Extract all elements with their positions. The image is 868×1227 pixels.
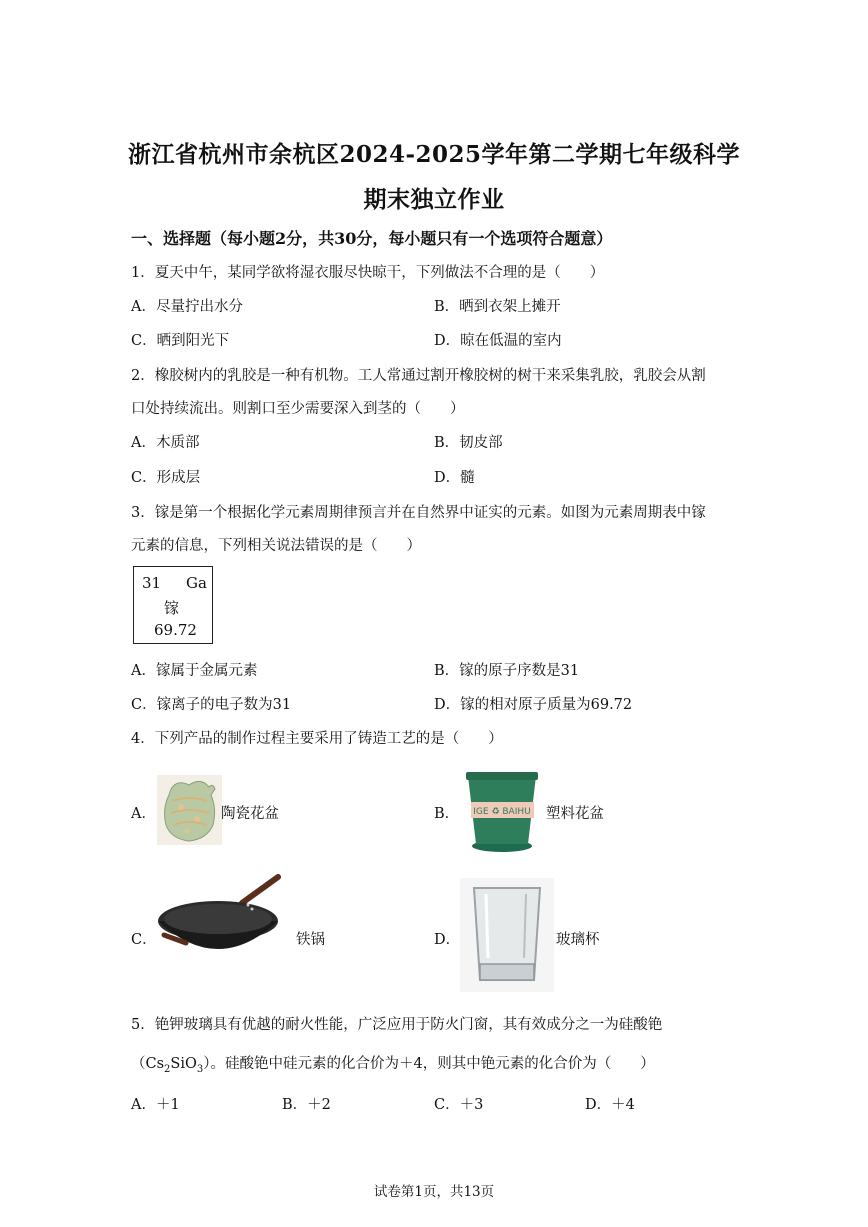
question-5-stem-line1: 5．铯钾玻璃具有优越的耐火性能，广泛应用于防火门窗，其有效成分之一为硅酸铯 bbox=[131, 1017, 663, 1033]
question-2-option-a: A．木质部 bbox=[131, 435, 200, 451]
question-3-option-c: C．镓离子的电子数为31 bbox=[131, 697, 292, 713]
question-2-option-d: D．髓 bbox=[434, 470, 475, 486]
gallium-element-card bbox=[133, 566, 213, 644]
question-1-option-a: A．尽量拧出水分 bbox=[131, 299, 243, 315]
formula-subscript-1: 2 bbox=[164, 1063, 171, 1075]
question-2-option-b: B．韧皮部 bbox=[434, 435, 503, 451]
section-heading: 一、选择题（每小题2分，共30分，每小题只有一个选项符合题意） bbox=[131, 229, 613, 248]
pot-brand-text: IGE ♻ BAIHU bbox=[473, 807, 531, 817]
formula-subscript-2: 3 bbox=[196, 1063, 204, 1075]
glass-cup-image bbox=[460, 878, 554, 992]
question-3-option-b: B．镓的原子序数是31 bbox=[434, 663, 580, 679]
formula-mid: SiO bbox=[170, 1056, 197, 1072]
page-footer: 试卷第1页，共13页 bbox=[373, 1184, 495, 1200]
question-5-option-a: A．＋1 bbox=[131, 1097, 180, 1113]
question-4-stem: 4．下列产品的制作过程主要采用了铸造工艺的是（ ） bbox=[131, 731, 503, 747]
exam-title: 浙江省杭州市余杭区2024-2025学年第二学期七年级科学 bbox=[127, 141, 741, 168]
iron-wok-image bbox=[150, 873, 286, 963]
element-name: 镓 bbox=[164, 599, 180, 617]
question-5-option-b: B．＋2 bbox=[282, 1097, 331, 1113]
exam-subtitle: 期末独立作业 bbox=[363, 186, 505, 213]
question-1-option-d: D．晾在低温的室内 bbox=[434, 333, 562, 349]
question-1-option-c: C．晒到阳光下 bbox=[131, 333, 230, 349]
question-2-option-c: C．形成层 bbox=[131, 470, 201, 486]
question-3-stem-line1: 3．镓是第一个根据化学元素周期律预言并在自然界中证实的元素。如图为元素周期表中镓 bbox=[131, 505, 706, 521]
question-4-option-a-label: 陶瓷花盆 bbox=[221, 806, 279, 822]
question-5-stem-line2 bbox=[131, 1052, 655, 1075]
question-4-option-c-label: 铁锅 bbox=[296, 932, 325, 948]
question-5-option-c: C．＋3 bbox=[434, 1097, 484, 1113]
question-4-option-b-letter: B． bbox=[434, 806, 460, 822]
question-1-stem: 1．夏天中午，某同学欲将湿衣服尽快晾干，下列做法不合理的是（ ） bbox=[131, 265, 605, 281]
formula-open: （Cs bbox=[131, 1056, 165, 1072]
question-2-stem-line1: 2．橡胶树内的乳胶是一种有机物。工人常通过割开橡胶树的树干来采集乳胶，乳胶会从割 bbox=[131, 368, 706, 384]
question-1-option-b: B．晒到衣架上摊开 bbox=[434, 299, 561, 315]
question-4-option-d-label: 玻璃杯 bbox=[556, 932, 600, 948]
question-3-stem-line2: 元素的信息，下列相关说法错误的是（ ） bbox=[131, 538, 421, 554]
plastic-flowerpot-image bbox=[464, 770, 540, 854]
element-atomic-mass: 69.72 bbox=[154, 621, 197, 639]
question-5-option-d: D．＋4 bbox=[585, 1097, 635, 1113]
question-5-stem-rest: ）。硅酸铯中硅元素的化合价为＋4，则其中铯元素的化合价为（ ） bbox=[203, 1056, 655, 1072]
element-symbol: Ga bbox=[186, 574, 207, 592]
question-3-option-a: A．镓属于金属元素 bbox=[131, 663, 258, 679]
question-4-option-a-letter: A． bbox=[131, 806, 156, 822]
question-3-option-d: D．镓的相对原子质量为69.72 bbox=[434, 697, 633, 713]
question-2-stem-line2: 口处持续流出。则割口至少需要深入到茎的（ ） bbox=[131, 401, 465, 417]
question-4-option-d-letter: D． bbox=[434, 932, 461, 948]
question-4-option-c-letter: C． bbox=[131, 932, 157, 948]
element-atomic-number: 31 bbox=[142, 574, 162, 592]
ceramic-flowerpot-image bbox=[157, 775, 222, 845]
question-4-option-b-label: 塑料花盆 bbox=[546, 806, 604, 822]
